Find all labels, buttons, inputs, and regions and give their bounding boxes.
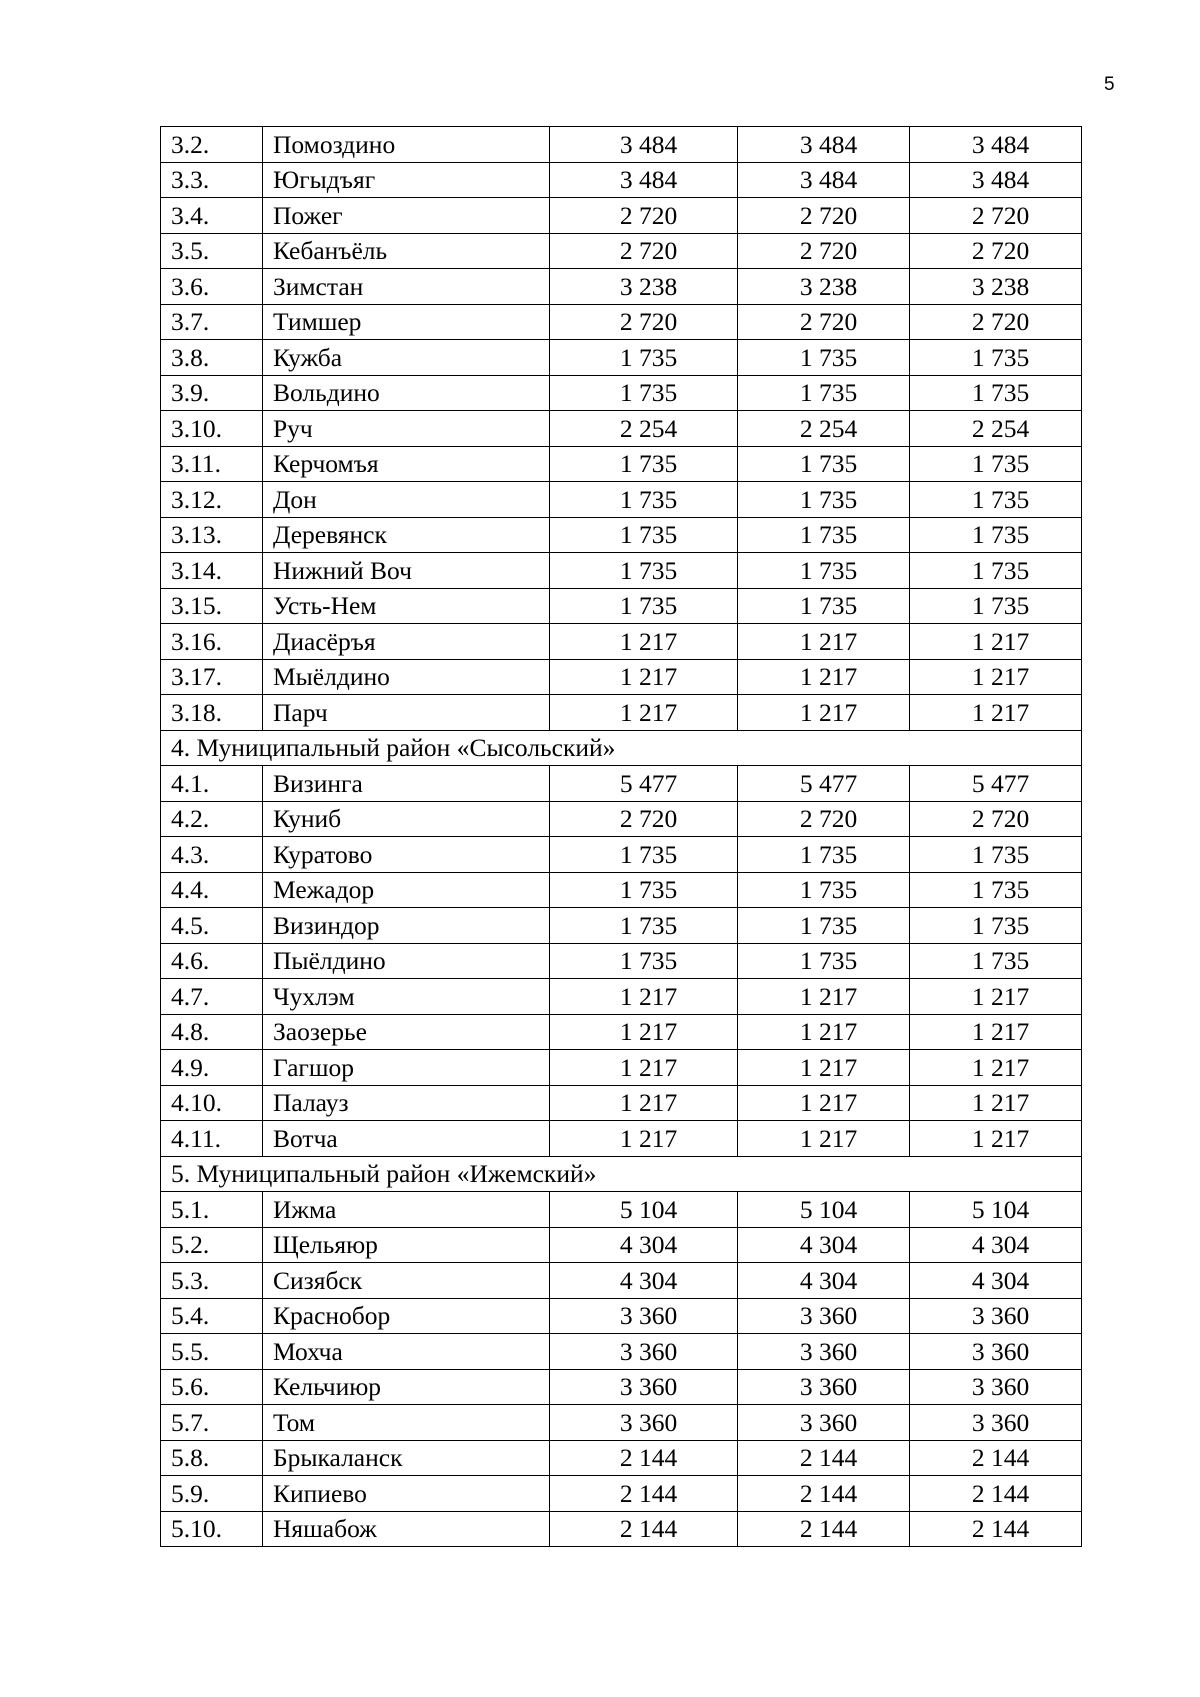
settlement-name-cell: Мохча: [263, 1334, 550, 1370]
table-row: [161, 233, 1082, 269]
value-cell-3: 3 484: [910, 127, 1082, 163]
settlement-name-cell: Пыёлдино: [263, 943, 550, 979]
settlement-name-cell: Ижма: [263, 1192, 550, 1228]
settlement-name-cell: Межадор: [263, 872, 550, 908]
row-number-cell: 3.10.: [161, 411, 263, 447]
value-cell-2: 1 735: [738, 340, 910, 376]
value-cell-2: 3 238: [738, 269, 910, 305]
row-number-cell: 3.18.: [161, 695, 263, 731]
value-cell-1: 1 735: [550, 340, 738, 376]
row-number-cell: 5.2.: [161, 1227, 263, 1263]
row-number-cell: 4.10.: [161, 1085, 263, 1121]
table-row: [161, 482, 1082, 518]
settlements-table: [160, 126, 1082, 1547]
value-cell-1: 2 720: [550, 233, 738, 269]
settlement-name-cell: Диасёръя: [263, 624, 550, 660]
row-number-cell: 5.1.: [161, 1192, 263, 1228]
table-row: [161, 269, 1082, 305]
value-cell-2: 3 360: [738, 1334, 910, 1370]
settlement-name-cell: Сизябск: [263, 1263, 550, 1299]
table-row: [161, 801, 1082, 837]
value-cell-2: 3 360: [738, 1369, 910, 1405]
value-cell-3: 1 735: [910, 340, 1082, 376]
value-cell-3: 1 217: [910, 624, 1082, 660]
row-number-cell: 3.4.: [161, 198, 263, 234]
value-cell-1: 5 104: [550, 1192, 738, 1228]
value-cell-3: 5 477: [910, 766, 1082, 802]
value-cell-3: 1 735: [910, 908, 1082, 944]
table-row: [161, 446, 1082, 482]
value-cell-2: 1 735: [738, 872, 910, 908]
settlement-name-cell: Куниб: [263, 801, 550, 837]
section-title: 5. Муниципальный район «Ижемский»: [161, 1156, 1082, 1192]
settlement-name-cell: Том: [263, 1405, 550, 1441]
table-row: [161, 1405, 1082, 1441]
value-cell-3: 1 217: [910, 1014, 1082, 1050]
value-cell-1: 3 238: [550, 269, 738, 305]
table-row: [161, 1050, 1082, 1086]
value-cell-2: 1 217: [738, 1050, 910, 1086]
row-number-cell: 4.3.: [161, 837, 263, 873]
value-cell-3: 1 735: [910, 375, 1082, 411]
value-cell-1: 1 735: [550, 482, 738, 518]
value-cell-1: 1 735: [550, 446, 738, 482]
settlement-name-cell: Куратово: [263, 837, 550, 873]
row-number-cell: 4.4.: [161, 872, 263, 908]
table-row: [161, 517, 1082, 553]
table-row: [161, 1511, 1082, 1547]
table-row: [161, 659, 1082, 695]
value-cell-3: 1 735: [910, 872, 1082, 908]
value-cell-1: 1 217: [550, 1050, 738, 1086]
row-number-cell: 5.5.: [161, 1334, 263, 1370]
value-cell-1: 1 217: [550, 659, 738, 695]
value-cell-3: 1 735: [910, 553, 1082, 589]
value-cell-1: 1 735: [550, 908, 738, 944]
value-cell-2: 1 735: [738, 943, 910, 979]
value-cell-2: 5 104: [738, 1192, 910, 1228]
value-cell-1: 1 735: [550, 872, 738, 908]
table-row: [161, 1014, 1082, 1050]
table-row: [161, 943, 1082, 979]
settlement-name-cell: Помоздино: [263, 127, 550, 163]
value-cell-1: 4 304: [550, 1263, 738, 1299]
value-cell-1: 3 360: [550, 1369, 738, 1405]
value-cell-1: 2 720: [550, 304, 738, 340]
row-number-cell: 3.14.: [161, 553, 263, 589]
settlement-name-cell: Кужба: [263, 340, 550, 376]
value-cell-2: 1 735: [738, 375, 910, 411]
row-number-cell: 4.11.: [161, 1121, 263, 1157]
value-cell-3: 1 735: [910, 482, 1082, 518]
table-row: [161, 127, 1082, 163]
row-number-cell: 3.16.: [161, 624, 263, 660]
table-row: [161, 1334, 1082, 1370]
table-row: [161, 766, 1082, 802]
table-row: [161, 624, 1082, 660]
value-cell-1: 1 735: [550, 588, 738, 624]
value-cell-1: 2 254: [550, 411, 738, 447]
value-cell-2: 1 735: [738, 446, 910, 482]
value-cell-2: 3 484: [738, 162, 910, 198]
settlement-name-cell: Кебанъёль: [263, 233, 550, 269]
row-number-cell: 3.17.: [161, 659, 263, 695]
value-cell-3: 1 217: [910, 1050, 1082, 1086]
value-cell-3: 3 238: [910, 269, 1082, 305]
value-cell-1: 3 360: [550, 1334, 738, 1370]
value-cell-1: 1 217: [550, 979, 738, 1015]
value-cell-1: 1 735: [550, 517, 738, 553]
value-cell-1: 1 217: [550, 624, 738, 660]
table-row: [161, 1085, 1082, 1121]
table-row: [161, 1476, 1082, 1512]
value-cell-1: 5 477: [550, 766, 738, 802]
value-cell-2: 4 304: [738, 1263, 910, 1299]
settlement-name-cell: Усть-Нем: [263, 588, 550, 624]
row-number-cell: 4.9.: [161, 1050, 263, 1086]
row-number-cell: 4.6.: [161, 943, 263, 979]
settlement-name-cell: Пожег: [263, 198, 550, 234]
value-cell-2: 1 217: [738, 695, 910, 731]
value-cell-2: 2 720: [738, 198, 910, 234]
value-cell-2: 5 477: [738, 766, 910, 802]
value-cell-1: 2 720: [550, 198, 738, 234]
value-cell-3: 1 217: [910, 695, 1082, 731]
row-number-cell: 3.9.: [161, 375, 263, 411]
table-row: [161, 872, 1082, 908]
settlement-name-cell: Югыдъяг: [263, 162, 550, 198]
value-cell-3: 2 720: [910, 304, 1082, 340]
settlement-name-cell: Визинга: [263, 766, 550, 802]
table-row: [161, 1263, 1082, 1299]
table-row: [161, 340, 1082, 376]
value-cell-2: 2 144: [738, 1511, 910, 1547]
row-number-cell: 3.7.: [161, 304, 263, 340]
value-cell-1: 3 360: [550, 1405, 738, 1441]
settlement-name-cell: Тимшер: [263, 304, 550, 340]
row-number-cell: 5.3.: [161, 1263, 263, 1299]
value-cell-1: 2 144: [550, 1476, 738, 1512]
settlement-name-cell: Краснобор: [263, 1298, 550, 1334]
value-cell-1: 1 217: [550, 1014, 738, 1050]
row-number-cell: 5.8.: [161, 1440, 263, 1476]
table-row: [161, 162, 1082, 198]
settlement-name-cell: Заозерье: [263, 1014, 550, 1050]
value-cell-1: 1 217: [550, 1121, 738, 1157]
value-cell-3: 1 217: [910, 1085, 1082, 1121]
value-cell-2: 3 360: [738, 1298, 910, 1334]
value-cell-3: 2 144: [910, 1511, 1082, 1547]
value-cell-2: 1 217: [738, 979, 910, 1015]
value-cell-2: 1 735: [738, 553, 910, 589]
settlement-name-cell: Щельяюр: [263, 1227, 550, 1263]
row-number-cell: 4.7.: [161, 979, 263, 1015]
settlement-name-cell: Руч: [263, 411, 550, 447]
row-number-cell: 5.7.: [161, 1405, 263, 1441]
value-cell-2: 2 720: [738, 233, 910, 269]
value-cell-1: 3 360: [550, 1298, 738, 1334]
settlement-name-cell: Чухлэм: [263, 979, 550, 1015]
row-number-cell: 4.8.: [161, 1014, 263, 1050]
table-row: [161, 1369, 1082, 1405]
row-number-cell: 5.10.: [161, 1511, 263, 1547]
value-cell-2: 2 720: [738, 801, 910, 837]
value-cell-3: 1 217: [910, 1121, 1082, 1157]
value-cell-3: 1 735: [910, 517, 1082, 553]
settlement-name-cell: Парч: [263, 695, 550, 731]
table-row: [161, 1298, 1082, 1334]
value-cell-3: 1 217: [910, 979, 1082, 1015]
value-cell-3: 2 720: [910, 233, 1082, 269]
value-cell-2: 1 735: [738, 482, 910, 518]
value-cell-3: 3 484: [910, 162, 1082, 198]
value-cell-3: 1 217: [910, 659, 1082, 695]
table-row: [161, 588, 1082, 624]
value-cell-2: 1 217: [738, 1085, 910, 1121]
table-body: [161, 127, 1082, 1547]
value-cell-1: 1 735: [550, 553, 738, 589]
section-header-row: [161, 1156, 1082, 1192]
table-row: [161, 198, 1082, 234]
row-number-cell: 3.6.: [161, 269, 263, 305]
table-row: [161, 375, 1082, 411]
value-cell-3: 2 144: [910, 1476, 1082, 1512]
value-cell-3: 1 735: [910, 446, 1082, 482]
value-cell-3: 2 254: [910, 411, 1082, 447]
row-number-cell: 5.9.: [161, 1476, 263, 1512]
page-number: 5: [1104, 74, 1115, 95]
value-cell-3: 5 104: [910, 1192, 1082, 1228]
row-number-cell: 3.8.: [161, 340, 263, 376]
table-row: [161, 1227, 1082, 1263]
settlement-name-cell: Нижний Воч: [263, 553, 550, 589]
value-cell-2: 1 735: [738, 517, 910, 553]
settlement-name-cell: Кельчиюр: [263, 1369, 550, 1405]
settlement-name-cell: Палауз: [263, 1085, 550, 1121]
table-row: [161, 1440, 1082, 1476]
settlement-name-cell: Няшабож: [263, 1511, 550, 1547]
table-row: [161, 979, 1082, 1015]
value-cell-2: 2 144: [738, 1440, 910, 1476]
value-cell-1: 1 217: [550, 695, 738, 731]
value-cell-3: 1 735: [910, 588, 1082, 624]
value-cell-3: 2 720: [910, 198, 1082, 234]
value-cell-1: 3 484: [550, 162, 738, 198]
value-cell-2: 1 735: [738, 588, 910, 624]
row-number-cell: 3.3.: [161, 162, 263, 198]
value-cell-1: 2 144: [550, 1440, 738, 1476]
value-cell-2: 3 484: [738, 127, 910, 163]
table-row: [161, 304, 1082, 340]
settlement-name-cell: Кипиево: [263, 1476, 550, 1512]
value-cell-3: 3 360: [910, 1298, 1082, 1334]
value-cell-1: 4 304: [550, 1227, 738, 1263]
settlement-name-cell: Брыкаланск: [263, 1440, 550, 1476]
row-number-cell: 4.1.: [161, 766, 263, 802]
value-cell-1: 1 735: [550, 943, 738, 979]
table-row: [161, 411, 1082, 447]
value-cell-3: 1 735: [910, 943, 1082, 979]
row-number-cell: 4.2.: [161, 801, 263, 837]
row-number-cell: 5.4.: [161, 1298, 263, 1334]
section-header-row: [161, 730, 1082, 766]
settlement-name-cell: Визиндор: [263, 908, 550, 944]
value-cell-3: 1 735: [910, 837, 1082, 873]
value-cell-2: 2 720: [738, 304, 910, 340]
section-title: 4. Муниципальный район «Сысольский»: [161, 730, 1082, 766]
settlement-name-cell: Зимстан: [263, 269, 550, 305]
row-number-cell: 3.15.: [161, 588, 263, 624]
row-number-cell: 3.13.: [161, 517, 263, 553]
table-row: [161, 695, 1082, 731]
value-cell-3: 2 144: [910, 1440, 1082, 1476]
table-row: [161, 1192, 1082, 1228]
settlement-name-cell: Вотча: [263, 1121, 550, 1157]
value-cell-1: 2 144: [550, 1511, 738, 1547]
value-cell-1: 1 735: [550, 375, 738, 411]
row-number-cell: 3.5.: [161, 233, 263, 269]
value-cell-2: 2 254: [738, 411, 910, 447]
value-cell-3: 2 720: [910, 801, 1082, 837]
value-cell-3: 3 360: [910, 1405, 1082, 1441]
row-number-cell: 3.12.: [161, 482, 263, 518]
settlement-name-cell: Вольдино: [263, 375, 550, 411]
table-row: [161, 553, 1082, 589]
table-row: [161, 1121, 1082, 1157]
value-cell-2: 1 217: [738, 1014, 910, 1050]
value-cell-1: 3 484: [550, 127, 738, 163]
row-number-cell: 3.2.: [161, 127, 263, 163]
row-number-cell: 3.11.: [161, 446, 263, 482]
value-cell-3: 3 360: [910, 1369, 1082, 1405]
table-row: [161, 837, 1082, 873]
value-cell-1: 2 720: [550, 801, 738, 837]
value-cell-2: 4 304: [738, 1227, 910, 1263]
row-number-cell: 4.5.: [161, 908, 263, 944]
table-row: [161, 908, 1082, 944]
settlement-name-cell: Гагшор: [263, 1050, 550, 1086]
value-cell-3: 3 360: [910, 1334, 1082, 1370]
value-cell-3: 4 304: [910, 1227, 1082, 1263]
value-cell-1: 1 735: [550, 837, 738, 873]
value-cell-3: 4 304: [910, 1263, 1082, 1299]
value-cell-2: 2 144: [738, 1476, 910, 1512]
settlement-name-cell: Дон: [263, 482, 550, 518]
value-cell-2: 1 735: [738, 837, 910, 873]
settlement-name-cell: Керчомъя: [263, 446, 550, 482]
value-cell-2: 1 217: [738, 624, 910, 660]
settlement-name-cell: Деревянск: [263, 517, 550, 553]
value-cell-1: 1 217: [550, 1085, 738, 1121]
settlement-name-cell: Мыёлдино: [263, 659, 550, 695]
row-number-cell: 5.6.: [161, 1369, 263, 1405]
value-cell-2: 3 360: [738, 1405, 910, 1441]
value-cell-2: 1 217: [738, 659, 910, 695]
value-cell-2: 1 735: [738, 908, 910, 944]
value-cell-2: 1 217: [738, 1121, 910, 1157]
